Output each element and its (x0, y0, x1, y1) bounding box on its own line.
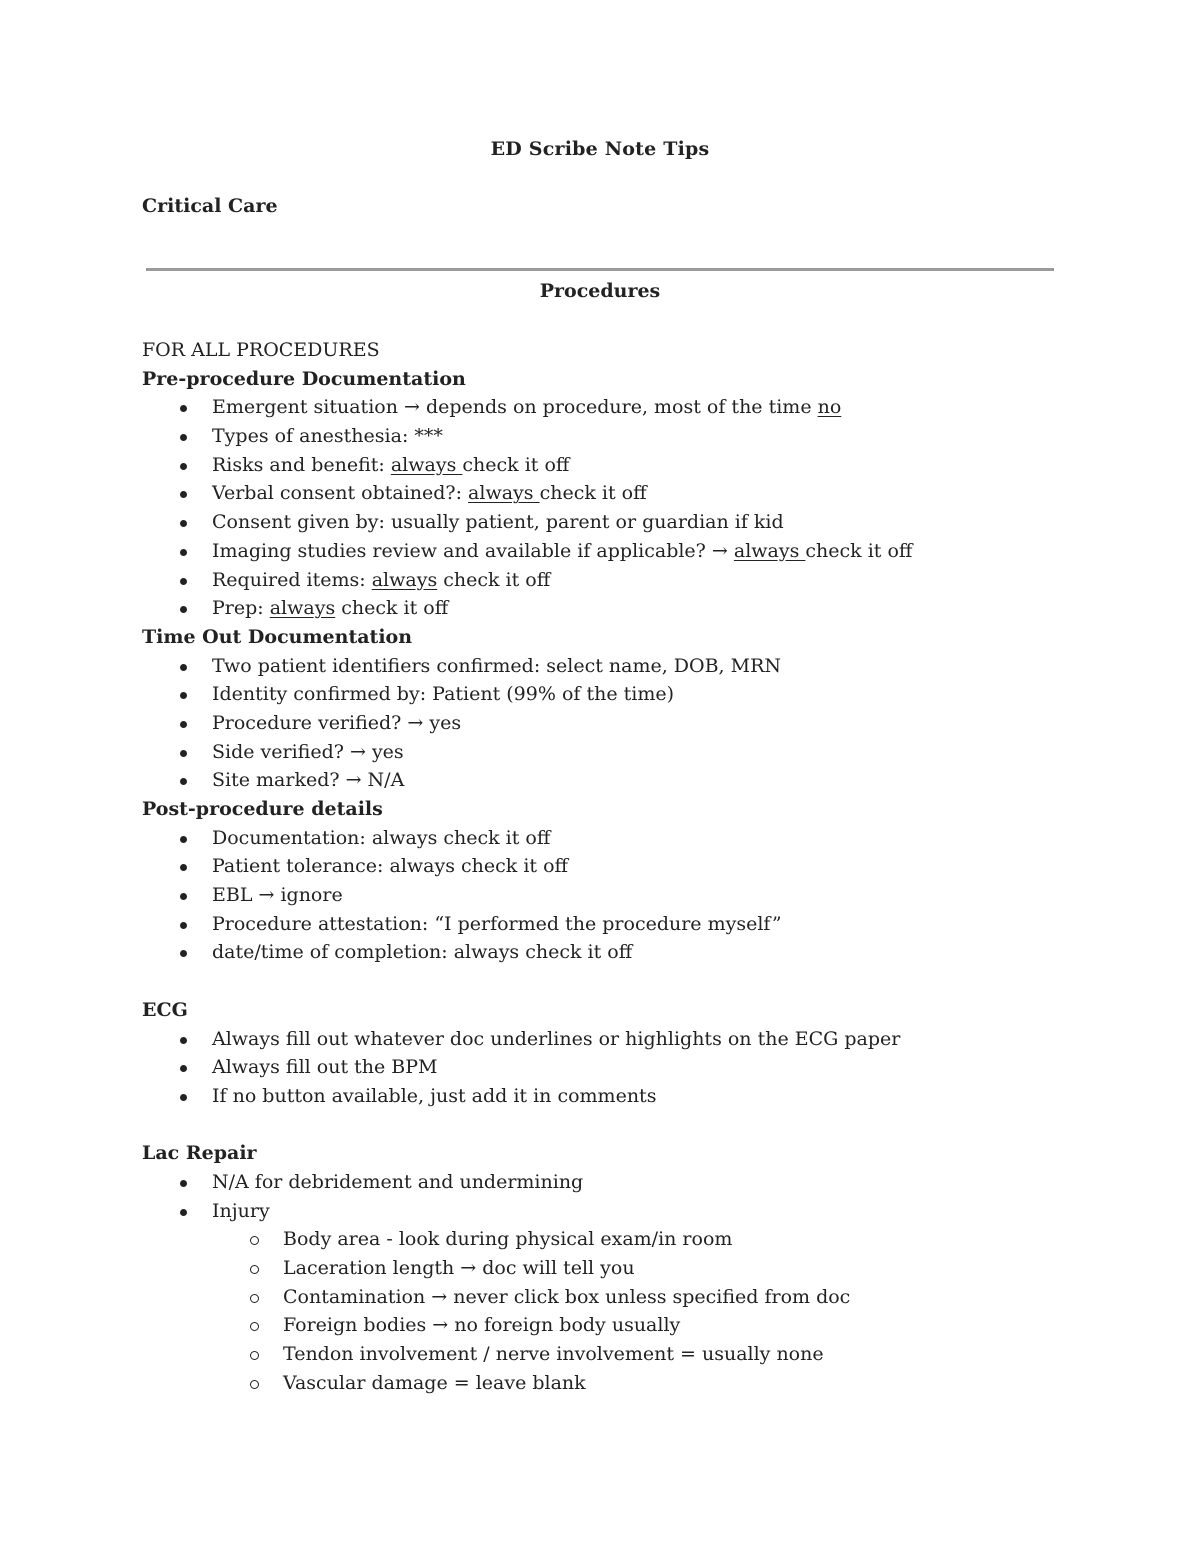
list-item: N/A for debridement and undermining (142, 1168, 1092, 1197)
procedures-heading: Procedures (539, 280, 661, 302)
spacer (142, 1111, 1092, 1140)
document-title: ED Scribe Note Tips (490, 138, 710, 160)
list-item: Two patient identifiers confirmed: select name, DOB, MRN (142, 652, 1092, 681)
list-item: EBL → ignore (142, 881, 1092, 910)
sub-list-item: Vascular damage = leave blank (142, 1369, 1092, 1398)
ecg-list (142, 1025, 1092, 1111)
list-item: Always fill out whatever doc underlines or highlights on the ECG paper (142, 1025, 1092, 1054)
list-item: Side verified? → yes (142, 738, 1092, 767)
for-all-procedures-label: FOR ALL PROCEDURES (142, 339, 380, 361)
time-out-heading: Time Out Documentation (142, 625, 413, 648)
sub-list-item: Foreign bodies → no foreign body usually (142, 1311, 1092, 1340)
list-item: Prep: always check it off (142, 594, 1092, 623)
list-item: Risks and benefit: always check it off (142, 451, 1092, 480)
post-procedure-heading: Post-procedure details (142, 798, 383, 820)
spacer (142, 967, 1092, 996)
list-item: Site marked? → N/A (142, 766, 1092, 795)
list-item: Verbal consent obtained?: always check it off (142, 479, 1092, 508)
sub-list-item: Body area - look during physical exam/in room (142, 1225, 1092, 1254)
list-item: Procedure attestation: “I performed the procedure myself” (142, 910, 1092, 939)
list-item: Patient tolerance: always check it off (142, 852, 1092, 881)
list-item: Documentation: always check it off (142, 824, 1092, 853)
list-item: Required items: always check it off (142, 566, 1092, 595)
list-item: Injury (142, 1197, 1092, 1226)
list-item: Imaging studies review and available if applicable? → always check it off (142, 537, 1092, 566)
list-item: Consent given by: usually patient, parent or guardian if kid (142, 508, 1092, 537)
list-item: Procedure verified? → yes (142, 709, 1092, 738)
procedures-content (142, 336, 1092, 1397)
pre-procedure-heading: Pre-procedure Documentation (142, 367, 466, 390)
list-item: If no button available, just add it in comments (142, 1082, 1092, 1111)
lac-repair-list (142, 1168, 1092, 1398)
sub-list-item: Laceration length → doc will tell you (142, 1254, 1092, 1283)
post-procedure-list (142, 824, 1092, 967)
list-item: Emergent situation → depends on procedure, most of the time no (142, 393, 1092, 422)
time-out-list (142, 652, 1092, 795)
ecg-heading: ECG (142, 998, 188, 1021)
critical-care-heading: Critical Care (142, 195, 278, 217)
horizontal-rule (146, 268, 1054, 271)
list-item: Always fill out the BPM (142, 1053, 1092, 1082)
list-item: date/time of completion: always check it off (142, 938, 1092, 967)
list-item: Identity confirmed by: Patient (99% of the time) (142, 680, 1092, 709)
list-item: Types of anesthesia: *** (142, 422, 1092, 451)
sub-list-item: Tendon involvement / nerve involvement = usually none (142, 1340, 1092, 1369)
sub-list-item: Contamination → never click box unless specified from doc (142, 1283, 1092, 1312)
pre-procedure-list (142, 393, 1092, 623)
lac-repair-heading: Lac Repair (142, 1142, 257, 1165)
